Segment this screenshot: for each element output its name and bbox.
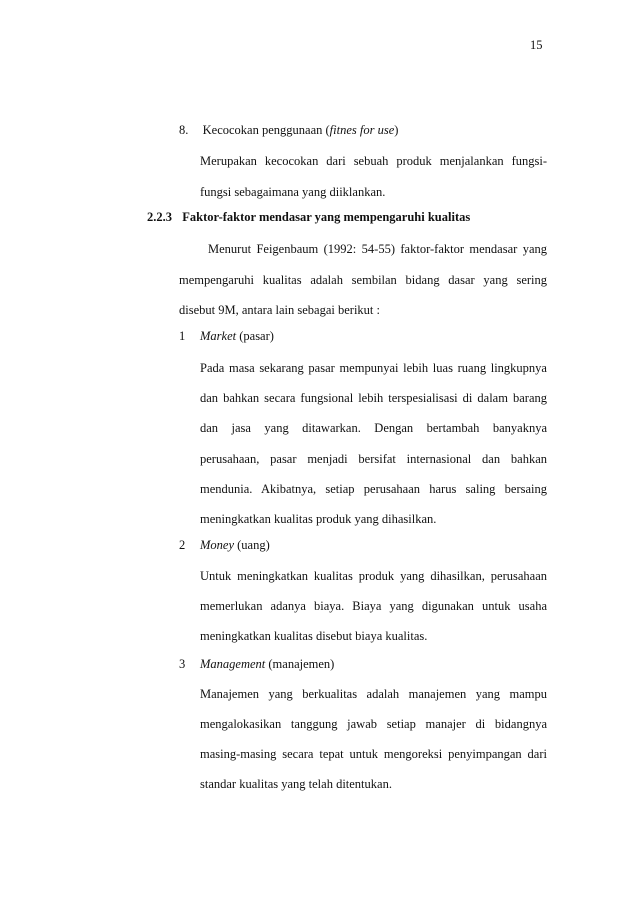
factor-3-translation: (manajemen) <box>265 657 335 671</box>
factor-1-line-3: dan jasa yang ditawarkan. Dengan bertambah banyaknya <box>200 421 547 435</box>
item-8-heading <box>179 122 398 138</box>
factor-2-heading <box>200 537 270 553</box>
factor-1-line-6: meningkatkan kualitas produk yang dihasilkan. <box>200 512 437 526</box>
factor-1-line-1: Pada masa sekarang pasar mempunyai lebih luas ruang lingkupnya <box>200 361 547 375</box>
section-number: 2.2.3 <box>147 210 172 224</box>
factor-3-line-1: Manajemen yang berkualitas adalah manajemen yang mampu <box>200 687 547 701</box>
factor-2-translation: (uang) <box>234 538 270 552</box>
factor-2-number: 2 <box>179 538 186 552</box>
section-heading <box>147 209 470 225</box>
factor-1-name: Market <box>200 329 237 343</box>
factor-2-line-2: memerlukan adanya biaya. Biaya yang digunakan untuk usaha <box>200 599 547 613</box>
factor-3-line-2: mengalokasikan tanggung jawab setiap manajer di bidangnya <box>200 717 547 731</box>
factor-1-line-5: mendunia. Akibatnya, setiap perusahaan harus saling bersaing <box>200 482 547 496</box>
intro-line-1: Menurut Feigenbaum (1992: 54-55) faktor-faktor mendasar yang <box>208 242 547 256</box>
item-8-title-suffix: ) <box>394 123 399 137</box>
factor-3-line-3: masing-masing secara tepat untuk mengoreksi penyimpangan dari <box>200 747 547 761</box>
item-8-line-2: fungsi sebagaimana yang diiklankan. <box>200 185 386 199</box>
factor-1-number: 1 <box>179 329 186 343</box>
item-8-number: 8. <box>179 123 189 137</box>
factor-2-name: Money <box>200 538 235 552</box>
factor-1-heading <box>200 328 274 344</box>
factor-1-translation: (pasar) <box>236 329 274 343</box>
factor-3-heading <box>200 656 334 672</box>
item-8-line-1: Merupakan kecocokan dari sebuah produk menjalankan fungsi- <box>200 154 547 168</box>
item-8-title-italic: fitnes for use <box>329 123 395 137</box>
item-8-title-prefix: Kecocokan penggunaan ( <box>202 123 330 137</box>
factor-3-line-4: standar kualitas yang telah ditentukan. <box>200 777 392 791</box>
factor-3-name: Management <box>200 657 266 671</box>
section-title: Faktor-faktor mendasar yang mempengaruhi kualitas <box>182 210 471 224</box>
factor-3-number: 3 <box>179 657 186 671</box>
intro-line-3: disebut 9M, antara lain sebagai berikut : <box>179 303 380 317</box>
factor-1-line-4: perusahaan, pasar menjadi bersifat internasional dan bahkan <box>200 452 547 466</box>
factor-1-line-2: dan bahkan secara fungsional lebih terspesialisasi di dalam barang <box>200 391 547 405</box>
factor-2-line-3: meningkatkan kualitas disebut biaya kualitas. <box>200 629 428 643</box>
page-number: 15 <box>530 38 543 52</box>
intro-line-2: mempengaruhi kualitas adalah sembilan bidang dasar yang sering <box>179 273 547 287</box>
factor-2-line-1: Untuk meningkatkan kualitas produk yang dihasilkan, perusahaan <box>200 569 547 583</box>
